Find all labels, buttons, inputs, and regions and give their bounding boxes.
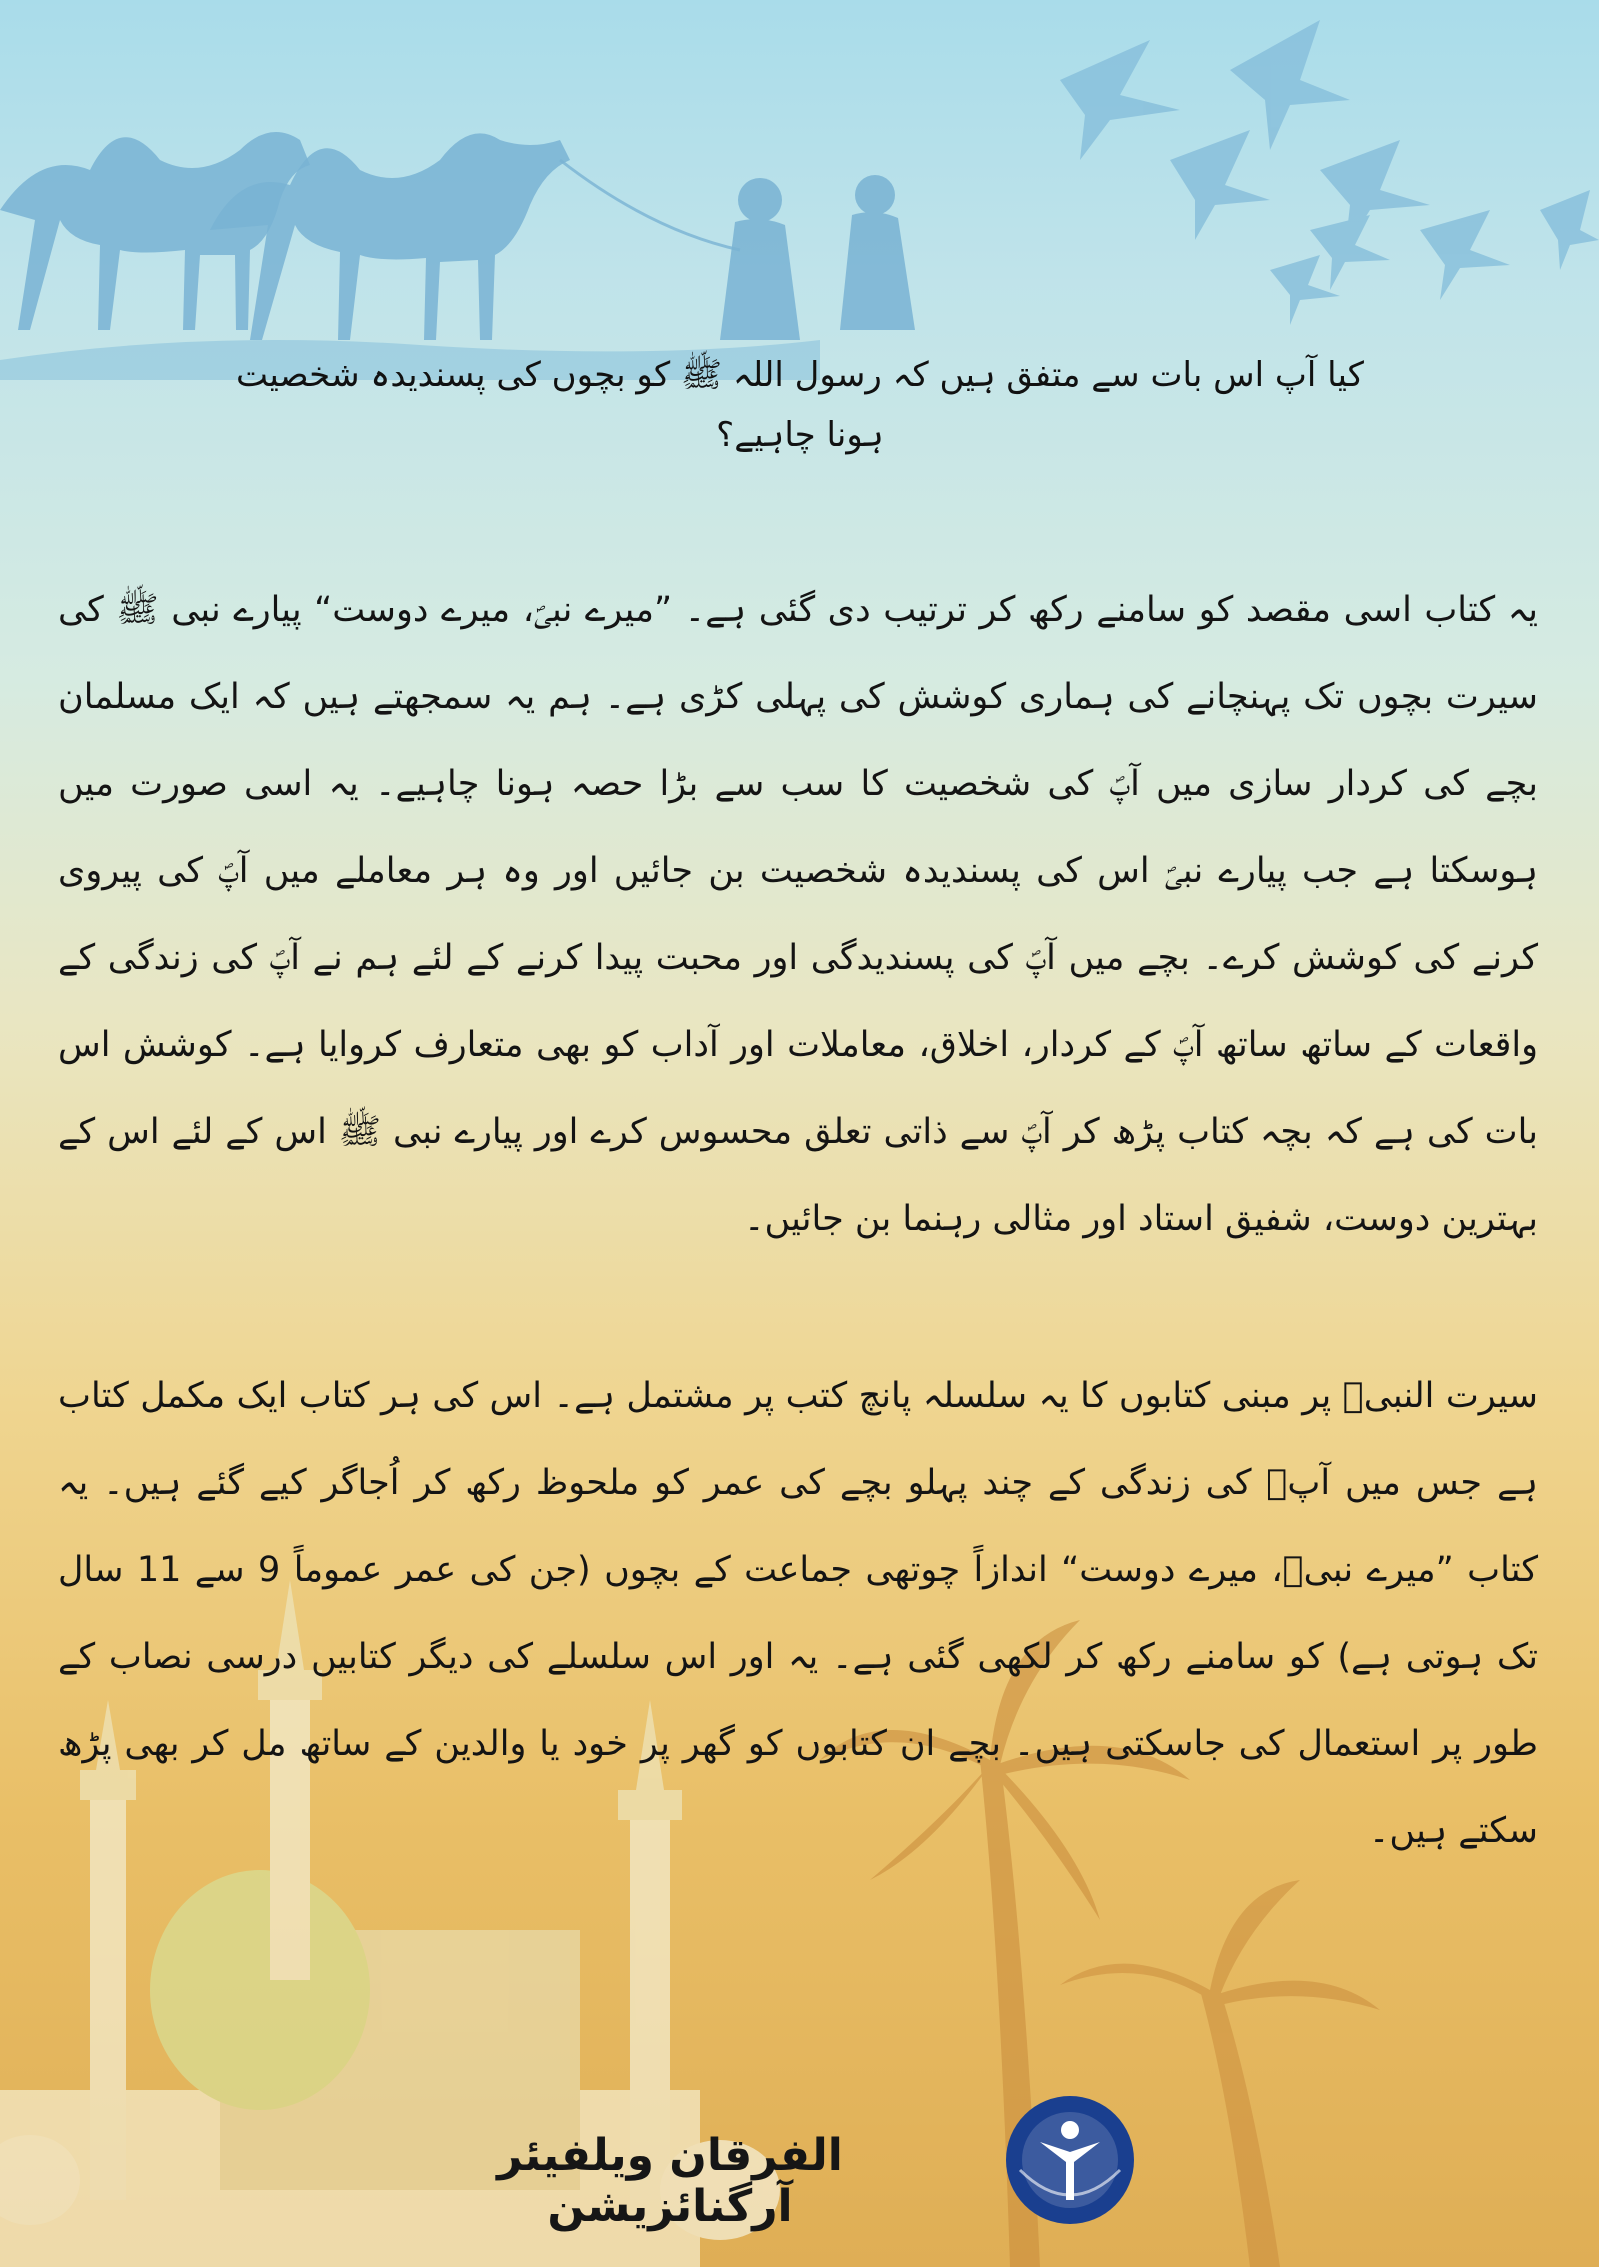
rope (560, 160, 740, 250)
question-heading: کیا آپ اس بات سے متفق ہیں کہ رسول اللہ ﷺ کو بچوں کی پسندیدہ شخصیت ہونا چاہیے؟ (236, 355, 1364, 455)
walking-figure-icon (840, 175, 915, 330)
intro-paragraph: یہ کتاب اسی مقصد کو سامنے رکھ کر ترتیب دی گئی ہے۔ ”میرے نبیؐ، میرے دوست“ پیارے نبی ﷺ کی سیرت بچوں تک پہنچانے کی ہماری کوشش کی پہلی کڑی ہے۔ ہم یہ سمجھتے ہیں کہ ایک مسلمان بچے کی کردار سازی میں آپؐ کی شخصیت کا سب سے بڑا حصہ ہونا چاہیے۔ یہ اسی صورت میں ہوسکتا ہے جب پیارے نبیؐ اس کی پسندیدہ شخصیت بن جائیں اور وہ ہر معاملے میں آپؐ کی پیروی کرنے کی کوشش کرے۔ بچے میں آپؐ کی پسندیدگی اور محبت پیدا کرنے کے لئے ہم نے آپؐ کی زندگی کے واقعات کے ساتھ ساتھ آپؐ کے کردار، اخلاق، معاملات اور آداب کو بھی متعارف کروایا ہے۔ کوشش اس بات کی ہے کہ بچہ کتاب پڑھ کر آپؐ سے ذاتی تعلق محسوس کرے اور پیارے نبی ﷺ اس کے لئے اس کے بہترین دوست، شفیق استاد اور مثالی رہنما بن جائیں۔ (58, 590, 1538, 1239)
organization-name: الفرقان ویلفیئر آرگنائزیشن (497, 2130, 843, 2232)
organization-logo-icon (1000, 2090, 1140, 2230)
bird-icon (1060, 20, 1599, 325)
series-paragraph: سیرت النبیؐ پر مبنی کتابوں کا یہ سلسلہ پانچ کتب پر مشتمل ہے۔ اس کی ہر کتاب ایک مکمل کتاب ہے جس میں آپؐ کی زندگی کے چند پہلو بچے کی عمر کو ملحوظ رکھ کر اُجاگر کیے گئے ہیں۔ یہ کتاب ”میرے نبیؐ، میرے دوست“ اندازاً چوتھی جماعت کے بچوں (جن کی عمر عموماً 9 سے 11 سال تک ہوتی ہے) کو سامنے رکھ کر لکھی گئی ہے۔ یہ اور اس سلسلے کی دیگر کتابیں درسی نصاب کے طور پر استعمال کی جاسکتی ہیں۔ بچے ان کتابوں کو گھر پر خود یا والدین کے ساتھ مل کر بھی پڑھ سکتے ہیں۔ (58, 1376, 1539, 1851)
walking-figure-icon (720, 178, 800, 340)
